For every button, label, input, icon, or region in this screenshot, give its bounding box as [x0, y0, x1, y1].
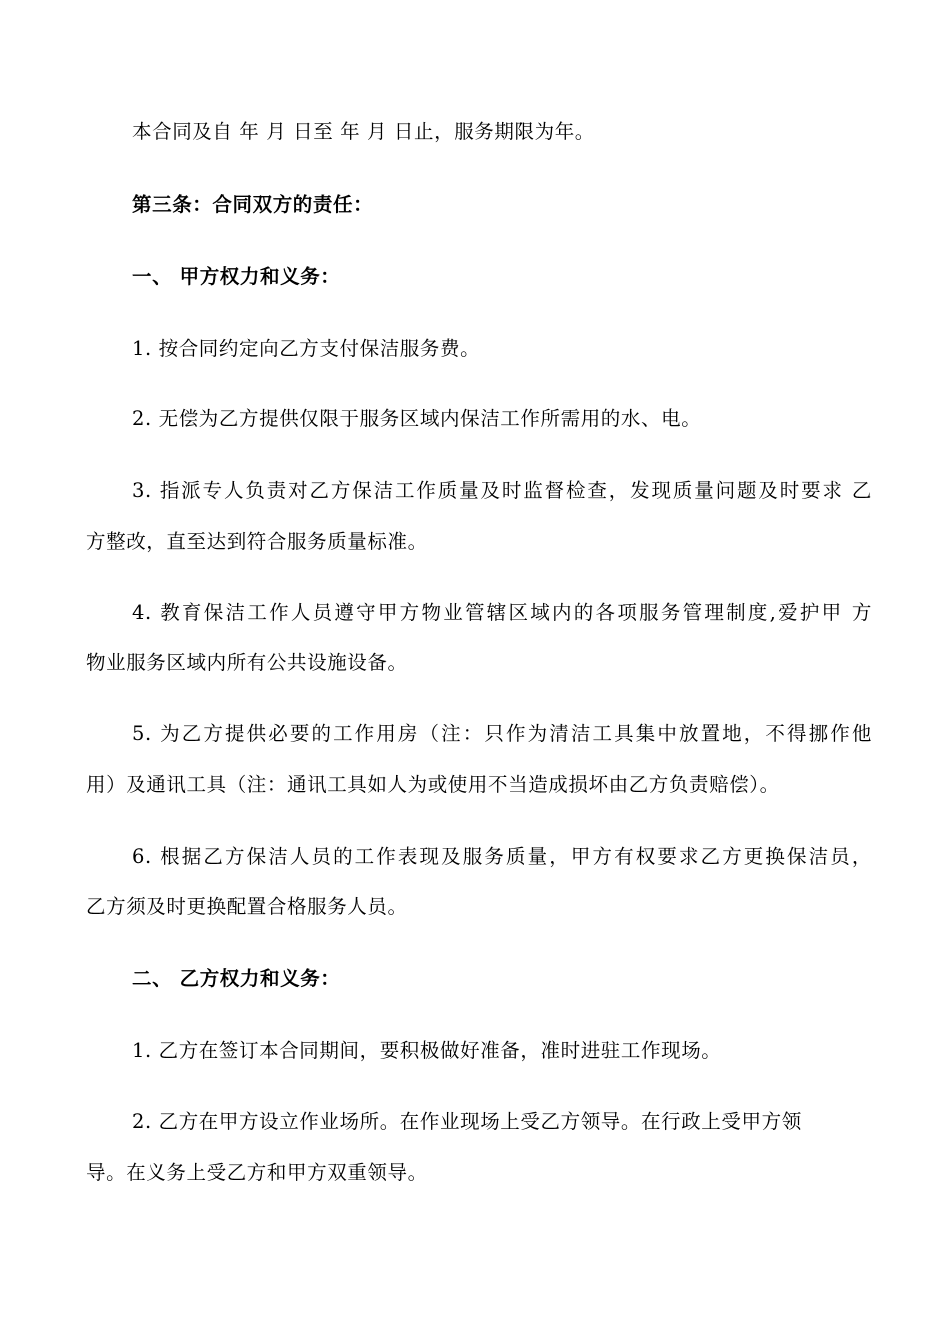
party-a-item-1: 1. 按合同约定向乙方支付保洁服务费。: [132, 337, 481, 360]
party-a-item-4-line-2: 物业服务区域内所有公共设施设备。: [86, 651, 408, 674]
party-b-heading: 二、 乙方权力和义务：: [132, 967, 341, 990]
party-a-item-4-line-1: 4. 教育保洁工作人员遵守甲方物业管辖区域内的各项服务管理制度,爱护甲 方: [132, 601, 872, 624]
party-a-item-6-line-2: 乙方须及时更换配置合格服务人员。: [86, 895, 408, 918]
party-a-item-3-line-1: 3. 指派专人负责对乙方保洁工作质量及时监督检查，发现质量问题及时要求 乙: [132, 479, 872, 502]
service-period-line: 本合同及自 年 月 日至 年 月 日止，服务期限为年。: [132, 120, 595, 143]
party-a-item-6-line-1: 6. 根据乙方保洁人员的工作表现及服务质量，甲方有权要求乙方更换保洁员，: [132, 845, 872, 868]
party-b-item-2-line-1: 2. 乙方在甲方设立作业场所。在作业现场上受乙方领导。在行政上受甲方领: [132, 1110, 802, 1133]
party-a-item-2: 2. 无偿为乙方提供仅限于服务区域内保洁工作所需用的水、电。: [132, 407, 702, 430]
party-a-item-3-line-2: 方整改，直至达到符合服务质量标准。: [86, 530, 428, 553]
party-b-item-2-line-2: 导。在义务上受乙方和甲方双重领导。: [86, 1161, 428, 1184]
party-a-heading: 一、 甲方权力和义务：: [132, 265, 341, 288]
party-b-item-1: 1. 乙方在签订本合同期间，要积极做好准备，准时进驻工作现场。: [132, 1039, 722, 1062]
party-a-item-5-line-2: 用）及通讯工具（注：通讯工具如人为或使用不当造成损坏由乙方负责赔偿）。: [86, 773, 780, 796]
article-three-heading: 第三条：合同双方的责任：: [132, 193, 374, 216]
party-a-item-5-line-1: 5. 为乙方提供必要的工作用房（注：只作为清洁工具集中放置地，不得挪作他: [132, 722, 872, 745]
